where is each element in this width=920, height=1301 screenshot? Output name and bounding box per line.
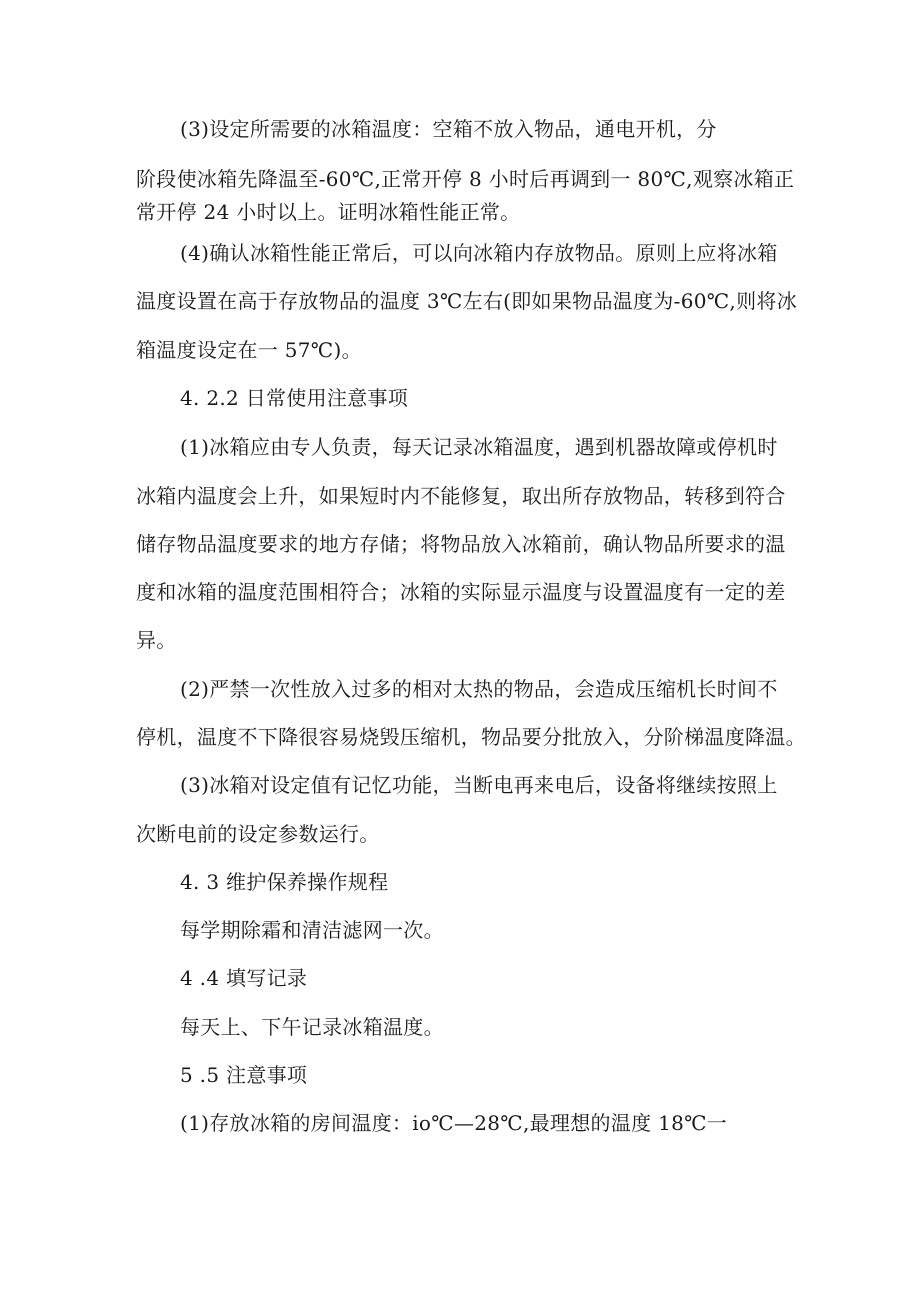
paragraph-line: 常开停 24 小时以上。证明冰箱性能正常。 — [136, 200, 521, 224]
section-heading: 4. 2.2 日常使用注意事项 — [180, 386, 409, 410]
section-heading: 4 .4 填写记录 — [180, 966, 308, 990]
paragraph-line: 度和冰箱的温度范围相符合；冰箱的实际显示温度与设置温度有一定的差 — [136, 580, 786, 604]
paragraph-line: (4)确认冰箱性能正常后，可以向冰箱内存放物品。原则上应将冰箱 — [180, 241, 778, 265]
paragraph-line: 冰箱内温度会上升，如果短时内不能修复，取出所存放物品，转移到符合 — [136, 484, 786, 508]
paragraph-line: (2)严禁一次性放入过多的相对太热的物品，会造成压缩机长时间不 — [180, 677, 778, 701]
paragraph-line: 次断电前的设定参数运行。 — [136, 822, 380, 846]
paragraph-line: 箱温度设定在一 57℃)。 — [136, 338, 362, 362]
paragraph-line: 每学期除霜和清洁滤网一次。 — [180, 918, 444, 942]
paragraph-line: 阶段使冰箱先降温至-60℃,正常开停 8 小时后再调到一 80℃,观察冰箱正 — [136, 167, 795, 191]
section-heading: 5 .5 注意事项 — [180, 1063, 308, 1087]
paragraph-line: (3)冰箱对设定值有记忆功能，当断电再来电后，设备将继续按照上 — [180, 773, 778, 797]
paragraph-line: (1)冰箱应由专人负责，每天记录冰箱温度，遇到机器故障或停机时 — [180, 435, 778, 459]
paragraph-line: 停机，温度不下降很容易烧毁压缩机，物品要分批放入，分阶梯温度降温。 — [136, 725, 806, 749]
paragraph-line: (1)存放冰箱的房间温度：io℃—28℃,最理想的温度 18℃一 — [180, 1111, 728, 1135]
paragraph-line: 温度设置在高于存放物品的温度 3℃左右(即如果物品温度为-60℃,则将冰 — [136, 289, 797, 313]
section-heading: 4. 3 维护保养操作规程 — [180, 870, 389, 894]
paragraph-line: 异。 — [136, 628, 177, 652]
paragraph-line: 储存物品温度要求的地方存储；将物品放入冰箱前，确认物品所要求的温 — [136, 532, 786, 556]
paragraph-line: (3)设定所需要的冰箱温度：空箱不放入物品，通电开机，分 — [180, 117, 717, 141]
paragraph-line: 每天上、下午记录冰箱温度。 — [180, 1015, 444, 1039]
